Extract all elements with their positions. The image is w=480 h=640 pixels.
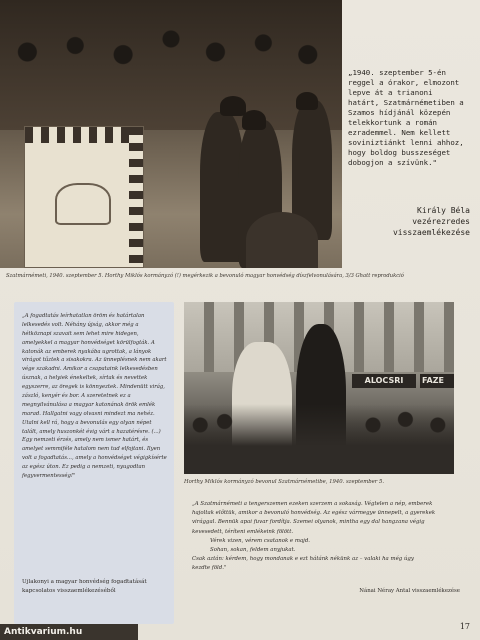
poem-line: Sohan, sokan, feldem anyjukat. (210, 546, 296, 553)
watermark-logo: Antikvarium.hu (0, 624, 138, 640)
poem-line: Csak aztán: kérdem, hogy mondanak e ezt hátánk nékünk az – valaki ha még úgy (192, 556, 414, 563)
officers-crowd (0, 0, 342, 130)
parade-photo (0, 0, 342, 268)
horthy-photo (184, 302, 454, 474)
flag-crest (55, 183, 111, 225)
helmet-icon (242, 110, 266, 130)
poem-line: virággal. Bennük apai fuvar fordítja. Szemei olyanok, mintha egy dal hangzana végig (192, 519, 425, 526)
mid-photo-caption: Horthy Miklós kormányzó bevonul Szatmárnémetibe, 1940. szeptember 5. (184, 479, 385, 485)
shop-sign: ALOCSRI (352, 374, 416, 388)
author-name: Király Béla (417, 206, 470, 215)
poem-line: Vérek vizen, vérem csatanok e majd. (210, 537, 311, 544)
poem-source: Nánai Néray Antal visszaemlékezése (359, 588, 460, 594)
top-photo-caption: Szatmárnémeti, 1940. szeptember 5. Horthy Miklós kormányzó (!) megérkezik a bevonuló magyar honvédség díszfelvonulására, 3/3 Ghatt reprodukció (6, 273, 404, 279)
poem-line: kevesedett, téríteni emlékeink fölött. (192, 528, 294, 535)
quote-box-caption: Ujlakonyi a magyar honvédség fogadtatását kapcsolatos visszaemlékezéséből (22, 579, 147, 594)
poem-line: „A Szatmárnémeti a tengerszemen ezeken szerzem a sokaság. Végtelen a nép, emberek (192, 501, 433, 507)
shop-sign-2: FAZE (420, 374, 454, 388)
page-number: 17 (459, 622, 470, 631)
poem-line: hajoltak előttük, amikor a bevonuló honvédség. Az egész vármegye ünnepelt, a gyerekek (192, 510, 436, 517)
poem-line: kezdte föld." (192, 565, 227, 572)
quote-box-text: „A fogadtatás leírhatatlan öröm és határtalan lelkesedés volt. Néhány újság, akkor még a hétköznapi szavait sem lehet mire hidegen, amelyekkel a magyar honvédséget körülfogták. A katonák az emberek nyakába ugrottak, a lányok virágot tűztek a sisakokra. Az ünneplésnek nem akart vége szakadni. Amikor a csapataink lelkesedésben úsznak, a helyiek énekeltek, sírtak és nevettek egyszerre, az öregek is könnyeztek. Mindenütt virág, zászló, kenyér és bor. A szeretetnek ez a megnyilvánulása a magyar katonának örök emlék marad. Hallgatni vagy olvasni mindezt ma nehéz. Utalni kell rá, hogy a bevonulás egy olyan népet talált, amely huszonkét évig várt a hazatérésre. (...) Egy nemzeti érzés, amely nem ismer határt, és amelyet semmiféle hatalom nem tud elfojtani. Ilyen volt a fogadtatás..., amely a honvédséget végigkísérte az egész úton. Ez pedig a nemzeti, nyugodtan fegyvermentesség!" (22, 313, 167, 480)
poem-block (192, 500, 456, 574)
regimental-flag (24, 126, 144, 268)
top-quote-author (348, 206, 470, 238)
top-quote: „1940. szeptember 5-én reggel a órakor, elmozont lepve át a trianoni határt, Szatmárnémetiben a Szamos hídjánál közepén telekkortunk a román ezrademmel. Nem kellett soviniztiánkt lenni ahhoz, hogy boldog busszeséget dobogjon a szívünk." (348, 68, 464, 167)
helmet-icon (220, 96, 246, 116)
street-crowd (184, 404, 454, 474)
helmet-icon (296, 92, 318, 110)
onlooker-figure (246, 212, 318, 268)
author-note: vezérezredes visszaemlékezése (392, 216, 470, 237)
